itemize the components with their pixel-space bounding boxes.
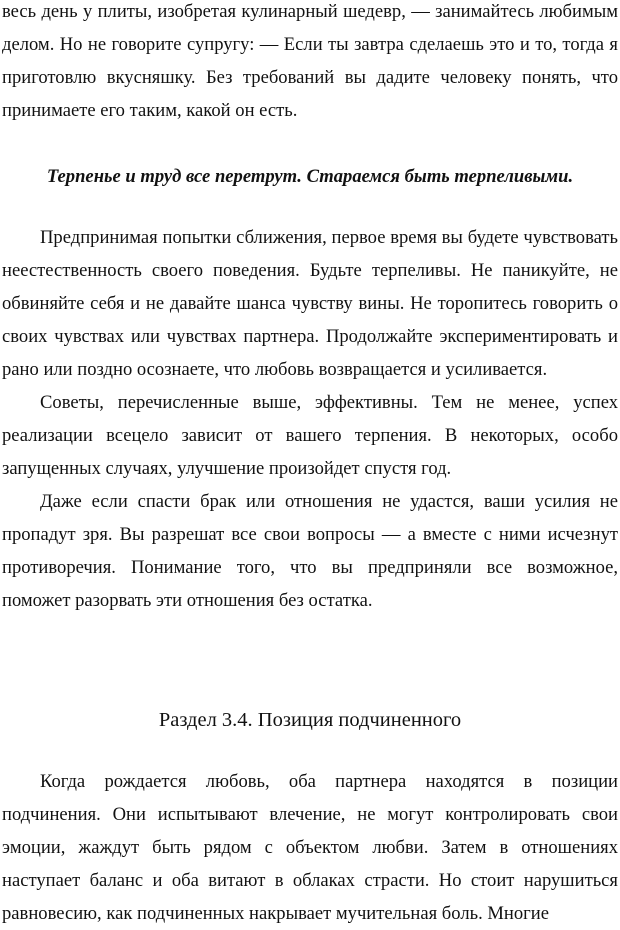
paragraph-continuation: весь день у плиты, изобретая кулинарный шедевр, — занимайтесь любимым делом. Но не говорите супругу: — Если ты завтра сделаешь это и то, тогда я приготовлю вкусняшку. Без требований вы дадите человеку понять, что принимаете его таким, какой он есть. (2, 1, 618, 121)
paragraph: Предпринимая попытки сближения, первое время вы будете чувствовать неестественность своего поведения. Будьте терпеливы. Не паникуйте, не обвиняйте себя и не давайте шанса чувству вины. Не торопитесь говорить о своих чувствах или чувствах партнера. Продолжайте экспериментировать и рано или поздно осознаете, что любовь возвращается и усиливается. (2, 227, 618, 380)
body-block-patience (2, 221, 618, 617)
body-block-section (2, 765, 618, 930)
paragraph: Даже если спасти брак или отношения не удастся, ваши усилия не пропадут зря. Вы разрешат все свои вопросы — а вместе с ними исчезнут противоречия. Понимание того, что вы предприняли все возможное, поможет разорвать эти отношения без остатка. (2, 491, 618, 611)
subheading: Терпенье и труд все перетрут. Стараемся быть терпеливыми. (46, 166, 574, 187)
paragraph: Когда рождается любовь, оба партнера находятся в позиции подчинения. Они испытывают влечение, не могут контролировать свои эмоции, жаждут быть рядом с объектом любви. Затем в отношениях наступает баланс и оба витают в облаках страсти. Но стоит нарушиться равновесию, как подчиненных накрывает мучительная боль. Многие (2, 771, 618, 924)
section-title: Раздел 3.4. Позиция подчиненного (158, 709, 462, 731)
paragraph: Советы, перечисленные выше, эффективны. Тем не менее, успех реализации всецело зависит от вашего терпения. В некоторых, особо запущенных случаях, улучшение произойдет спустя год. (2, 392, 618, 479)
